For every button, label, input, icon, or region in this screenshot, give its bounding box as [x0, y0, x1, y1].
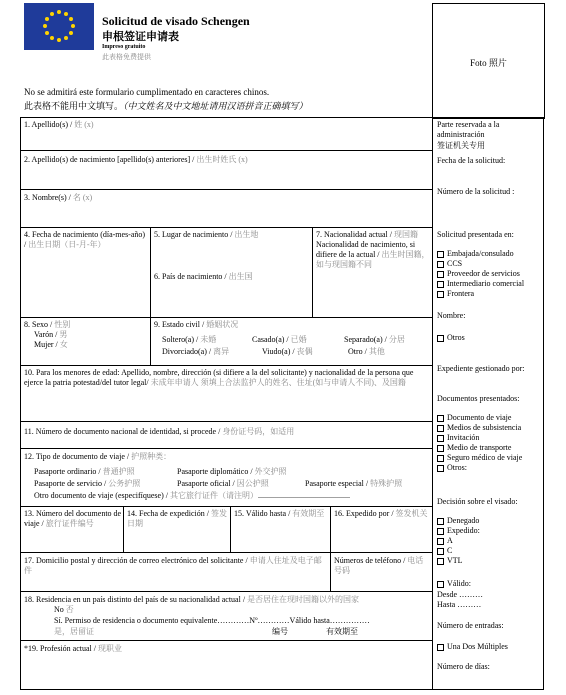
submitted-at-list [437, 249, 524, 299]
submitted-at-label: Solicitud presentada en: [437, 230, 514, 239]
option-label: No [54, 605, 66, 614]
field-19-profession[interactable] [24, 644, 122, 654]
field-label-cn: 名 (x) [72, 193, 93, 202]
option-label: Documento de viaje [447, 413, 512, 422]
option-label-cn: 否 [65, 605, 74, 614]
checkbox[interactable] [437, 261, 444, 268]
doc-option-transport[interactable] [437, 443, 522, 453]
place-option-provider[interactable] [437, 269, 524, 279]
grid-line [20, 117, 21, 690]
field-label-cn: 是否居住在现时国籍以外的国家 [247, 595, 360, 604]
option-label-cn: 其它旅行证件（请注明） [169, 491, 258, 500]
option-label-cn: 丧偶 [296, 347, 313, 356]
checkbox[interactable] [437, 271, 444, 278]
option-label: Pasaporte especial / [305, 479, 371, 488]
field-8-sex [24, 320, 148, 350]
option-label-cn: 其他 [368, 347, 385, 356]
field-sublabel-cn: 出生时国籍，如与现国籍不同 [316, 250, 430, 269]
field-label-cn: 现国籍 [393, 230, 418, 239]
field-18-residence [24, 595, 430, 605]
field-label: 4. Fecha de nacimiento (día-mes-año) / [24, 230, 146, 249]
field-7-nationality[interactable] [316, 230, 430, 270]
checkbox[interactable] [437, 455, 444, 462]
option-label: Válido: [447, 579, 471, 588]
civil-other-option[interactable] [348, 347, 385, 357]
field-label: 15. Válido hasta / [234, 509, 293, 518]
field-label: 11. Número de documento nacional de identidad, si procede / [24, 427, 223, 436]
documents-label: Documentos presentados: [437, 394, 520, 403]
field-label: 10. Para los menores de edad: Apellido, nombre, dirección (si difiere a la del solicitante) y nacionalidad de la persona que ejerce la patria potestad/del tutor legal/ [24, 368, 414, 387]
place-option-border[interactable] [437, 289, 524, 299]
field-label-cn: 有效期至 [292, 509, 325, 518]
admin-reserved-section [437, 120, 541, 151]
checkbox[interactable] [437, 435, 444, 442]
checkbox[interactable] [437, 538, 444, 545]
grid-line [20, 117, 544, 118]
checkbox[interactable] [437, 445, 444, 452]
field-12-travel-document-type [24, 452, 171, 462]
option-label: Frontera [447, 289, 475, 298]
option-label: Expedido: [447, 526, 480, 535]
place-option-embassy[interactable] [437, 249, 524, 259]
field-label-cn: 签发机关 [395, 509, 428, 518]
free-form-note-cn: 此表格免费提供 [102, 53, 151, 61]
decision-option-issued[interactable] [437, 526, 480, 536]
place-option-ccs[interactable] [437, 259, 524, 269]
form-title: Solicitud de visado Schengen [102, 14, 250, 28]
sex-male-option[interactable] [24, 330, 67, 339]
free-form-note: Impreso gratuito [102, 44, 146, 50]
place-option-intermediary[interactable] [437, 279, 524, 289]
field-15-valid-until[interactable] [234, 509, 328, 519]
valid-to: Hasta ……… [437, 600, 482, 609]
passport-official-option[interactable] [177, 479, 269, 489]
field-label: 16. Expedido por / [334, 509, 396, 518]
option-label: Otros [447, 333, 465, 342]
field-16-issued-by[interactable] [334, 509, 430, 519]
checkbox[interactable] [437, 425, 444, 432]
field-label: 17. Domicilio postal y dirección de correo electrónico del solicitante / [24, 556, 250, 565]
doc-option-others[interactable] [437, 463, 522, 473]
passport-service-option[interactable] [34, 479, 140, 489]
field-sublabel: Nacionalidad de nacimiento, si difiere de la actual / [316, 240, 416, 259]
visa-type-a[interactable] [437, 536, 480, 546]
field-label-cn: 出生时姓氏 (x) [196, 155, 248, 164]
grid-line [543, 117, 544, 690]
field-label-cn: 性别 [54, 320, 71, 329]
field-6-country-of-birth[interactable] [154, 272, 310, 282]
field-5-place-of-birth[interactable] [154, 230, 310, 240]
form-title-cn: 申根签证申请表 [102, 31, 179, 43]
option-label: Soltero(a) / [162, 335, 201, 344]
photo-label: Foto 照片 [470, 58, 507, 68]
passport-other-option[interactable] [34, 491, 350, 501]
field-3-first-names[interactable] [24, 193, 92, 203]
fill-dots: .............................................. [257, 491, 350, 500]
checkbox[interactable] [437, 548, 444, 555]
option-label: Separado(a) / [344, 335, 389, 344]
field-label: 13. Número del documento de viaje / [24, 509, 122, 528]
option-label: Pasaporte ordinario / [34, 467, 103, 476]
grid-line [20, 689, 544, 690]
passport-ordinary-option[interactable] [34, 467, 135, 477]
option-label: Una Dos Múltiples [447, 642, 508, 651]
field-label-cn: 签发日期 [127, 509, 227, 528]
notice-text: No se admitirá este formulario cumplimentado en caracteres chinos. [24, 87, 270, 97]
field-label-cn: 现职业 [97, 644, 122, 653]
field-14-issue-date[interactable] [127, 509, 229, 529]
documents-list [437, 413, 522, 473]
option-label: CCS [447, 259, 463, 268]
field-label: 12. Tipo de documento de viaje / [24, 452, 132, 461]
checkbox[interactable] [437, 644, 444, 651]
photo-box[interactable] [432, 3, 545, 119]
passport-diplomatic-option[interactable] [177, 467, 287, 477]
option-label: Otros: [447, 463, 467, 472]
decision-option-refused[interactable] [437, 516, 480, 526]
option-label: Pasaporte oficial / [177, 479, 237, 488]
admin-reserved-label: Parte reservada a la administración [437, 120, 500, 140]
field-label-cn: 电话号码 [334, 556, 424, 575]
checkbox[interactable] [437, 415, 444, 422]
civil-separated-option[interactable] [344, 335, 405, 345]
option-label: Otro documento de viaje (especifíquese) / [34, 491, 170, 500]
field-label-cn: 护照种类： [131, 452, 172, 461]
option-label-cn: 女 [59, 340, 68, 349]
days-label: Número de días: [437, 662, 490, 671]
checkbox[interactable] [437, 281, 444, 288]
checkbox[interactable] [437, 581, 444, 588]
option-label: Casado(a) / [252, 335, 291, 344]
visa-decision-label: Decisión sobre el visado: [437, 497, 518, 506]
field-label: 18. Residencia en un país distinto del país de su nacionalidad actual / [24, 595, 248, 604]
grid-line [432, 117, 433, 690]
option-label: Divorciado(a) / [162, 347, 214, 356]
residence-no-option[interactable] [54, 605, 74, 615]
residence-valid-cn: 有效期至 [326, 627, 358, 636]
application-number-label: Número de la solicitud : [437, 187, 515, 196]
option-label: Denegado [447, 516, 480, 525]
field-label: 7. Nacionalidad actual / [316, 230, 394, 239]
option-label-cn: 公务护照 [108, 479, 141, 488]
checkbox[interactable] [437, 518, 444, 525]
decision-list [437, 516, 480, 566]
option-label-cn: 分居 [388, 335, 405, 344]
residence-yes-option-cn: 是，居留证 [54, 627, 94, 636]
field-label-cn: 未成年申请人 须填上合法监护人的姓名、住址(如与申请人不同)、及国籍 [150, 378, 406, 387]
field-label: 1. Apellido(s) / [24, 120, 75, 129]
field-label: 5. Lugar de nacimiento / [154, 230, 235, 239]
civil-married-option[interactable] [252, 335, 307, 345]
application-date-label: Fecha de la solicitud: [437, 156, 506, 165]
field-label: 2. Apellido(s) de nacimiento [apellido(s) anteriores] / [24, 155, 197, 164]
field-label: 6. País de nacimiento / [154, 272, 229, 281]
option-label-cn: 特殊护照 [370, 479, 403, 488]
checkbox[interactable] [437, 335, 444, 342]
option-label: A [447, 536, 453, 545]
notice-cn-main: 此表格不能用中文填写。 [24, 101, 124, 111]
field-10-minors-guardian[interactable] [24, 368, 428, 388]
field-label: 14. Fecha de expedición / [127, 509, 211, 518]
field-label-cn: 身份证号码，如适用 [222, 427, 295, 436]
field-label: 8. Sexo / [24, 320, 55, 329]
option-label: Proveedor de servicios [447, 269, 520, 278]
civil-single-option[interactable] [162, 335, 216, 345]
option-label: VTL [447, 556, 463, 565]
field-17-phone-numbers[interactable] [334, 556, 430, 576]
option-label-cn: 普通护照 [102, 467, 135, 476]
option-label: Medios de subsistencia [447, 423, 522, 432]
checkbox[interactable] [437, 291, 444, 298]
entries-options[interactable] [437, 642, 508, 652]
field-label-cn: 申请人住址及电子邮件 [24, 556, 322, 575]
option-label: Intermediario comercial [447, 279, 525, 288]
eu-flag-logo [24, 3, 94, 50]
doc-option-insurance[interactable] [437, 453, 522, 463]
visa-type-vtl[interactable] [437, 556, 480, 566]
option-label: Varón / [34, 330, 60, 339]
eu-stars-icon [24, 3, 94, 50]
option-label: Seguro médico de viaje [447, 453, 523, 462]
entries-label: Número de entradas: [437, 621, 504, 630]
option-label: Medio de transporte [447, 443, 512, 452]
civil-divorced-option[interactable] [162, 347, 229, 357]
field-label: 3. Nombre(s) / [24, 193, 73, 202]
residence-yes-option[interactable] [54, 616, 370, 626]
option-label-cn: 外交护照 [254, 467, 287, 476]
option-label: Pasaporte de servicio / [34, 479, 109, 488]
field-label: *19. Profesión actual / [24, 644, 98, 653]
checkbox[interactable] [437, 465, 444, 472]
field-label: 9. Estado civil / [154, 320, 207, 329]
doc-option-travel[interactable] [437, 413, 522, 423]
option-label: C [447, 546, 453, 555]
field-label-cn: 出生日期（日-月-年） [28, 240, 106, 249]
field-label-cn: 旅行证件编号 [45, 519, 94, 528]
option-label-cn: 男 [59, 330, 68, 339]
residence-number-cn: 编号 [272, 627, 288, 636]
option-label: Mujer / [34, 340, 60, 349]
handled-by-label: Expediente gestionado por: [437, 364, 525, 373]
civil-widowed-option[interactable] [262, 347, 313, 357]
field-17-address-email[interactable] [24, 556, 328, 576]
notice-text-cn [24, 99, 308, 112]
option-label: Pasaporte diplomático / [177, 467, 255, 476]
field-2-birth-surname[interactable] [24, 155, 248, 165]
option-label-cn: 已婚 [290, 335, 307, 344]
option-label: Invitación [447, 433, 480, 442]
admin-reserved-label-cn: 签证机关专用 [437, 140, 485, 150]
field-label-cn: 姓 (x) [74, 120, 94, 129]
valid-from: Desde ……… [437, 590, 483, 599]
doc-option-means[interactable] [437, 423, 522, 433]
visa-type-c[interactable] [437, 546, 480, 556]
field-11-national-id[interactable] [24, 427, 294, 437]
field-13-document-number[interactable] [24, 509, 122, 529]
field-label: Números de teléfono / [334, 556, 408, 565]
notice-cn-italic: （中文姓名及中文地址请用汉语拼音正确填写） [123, 101, 308, 111]
doc-option-invitation[interactable] [437, 433, 522, 443]
checkbox[interactable] [437, 251, 444, 258]
option-label: Viudo(a) / [262, 347, 297, 356]
option-label: Otro / [348, 347, 369, 356]
sex-female-option[interactable] [24, 340, 68, 349]
option-label-cn: 离异 [213, 347, 230, 356]
field-4-date-of-birth[interactable] [24, 230, 146, 250]
field-label-cn: 出生地 [234, 230, 259, 239]
place-option-others[interactable] [437, 333, 465, 343]
field-label-cn: 婚姻状况 [206, 320, 239, 329]
passport-special-option[interactable] [305, 479, 402, 489]
option-label-cn: 未婚 [200, 335, 217, 344]
field-9-civil-status [154, 320, 430, 330]
field-1-surname[interactable] [24, 120, 94, 130]
checkbox[interactable] [437, 558, 444, 565]
valid-option[interactable] [437, 579, 471, 589]
name-label: Nombre: [437, 311, 466, 320]
field-label-cn: 出生国 [228, 272, 253, 281]
checkbox[interactable] [437, 528, 444, 535]
option-label-cn: 因公护照 [236, 479, 269, 488]
option-label: Sí. Permiso de residencia o documento equivalente…………Nº…………Válido hasta…………… [54, 616, 370, 625]
option-label: Embajada/consulado [447, 249, 514, 258]
